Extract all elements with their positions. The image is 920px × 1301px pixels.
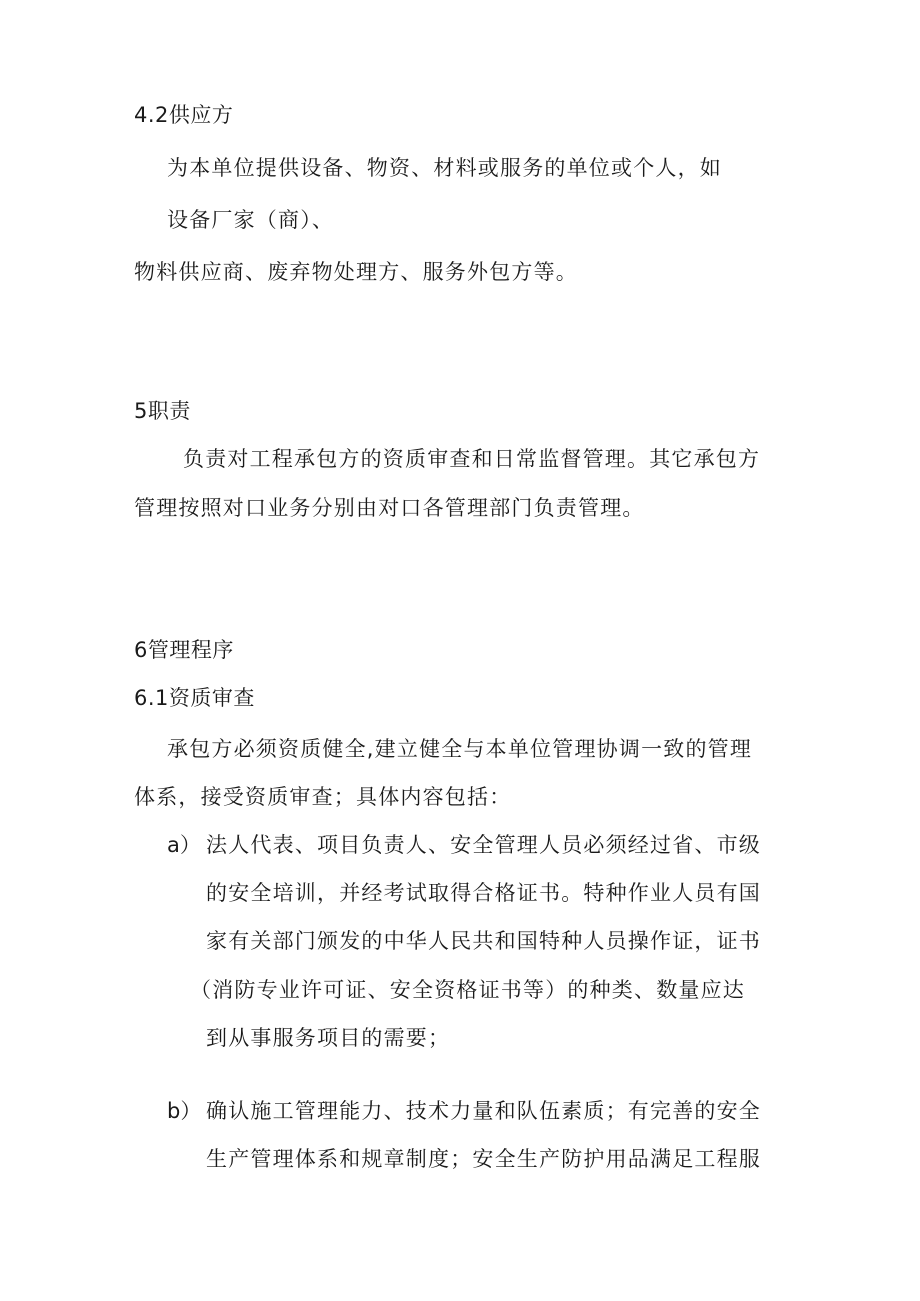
item-a-line-3: 家有关部门颁发的中华人民共和国特种人员操作证，证书	[206, 929, 761, 953]
section-4-2-line-3: 物料供应商、废弃物处理方、服务外包方等。	[134, 260, 578, 284]
section-6-1-intro-line-2: 体系，接受资质审查；具体内容包括：	[134, 785, 512, 809]
section-6-heading: 6管理程序	[134, 638, 234, 662]
section-6-1-heading: 6.1资质审查	[134, 686, 255, 710]
section-4-2-heading: 4.2供应方	[134, 103, 234, 127]
item-b-line-1: 确认施工管理能力、技术力量和队伍素质；有完善的安全	[206, 1099, 761, 1123]
section-6-1-intro-line-1: 承包方必须资质健全,建立健全与本单位管理协调一致的管理	[167, 737, 753, 761]
item-a-line-4: （消防专业许可证、安全资格证书等）的种类、数量应达	[190, 978, 745, 1002]
section-5-heading: 5职责	[134, 399, 191, 423]
item-a-line-2: 的安全培训，并经考试取得合格证书。特种作业人员有国	[206, 881, 761, 905]
section-4-2-line-1: 为本单位提供设备、物资、材料或服务的单位或个人，如	[167, 156, 722, 180]
item-b-marker: b）	[167, 1099, 202, 1123]
item-a-marker: a）	[167, 833, 201, 857]
section-5-line-1: 负责对工程承包方的资质审查和日常监督管理。其它承包方	[183, 447, 761, 471]
item-a-line-1: 法人代表、项目负责人、安全管理人员必须经过省、市级	[206, 833, 761, 857]
section-4-2-line-2: 设备厂家（商）、	[167, 208, 335, 232]
section-5-line-2: 管理按照对口业务分别由对口各管理部门负责管理。	[134, 496, 645, 520]
item-a-line-5: 到从事服务项目的需要；	[206, 1026, 451, 1050]
item-b-line-2: 生产管理体系和规章制度；安全生产防护用品满足工程服	[206, 1147, 761, 1171]
